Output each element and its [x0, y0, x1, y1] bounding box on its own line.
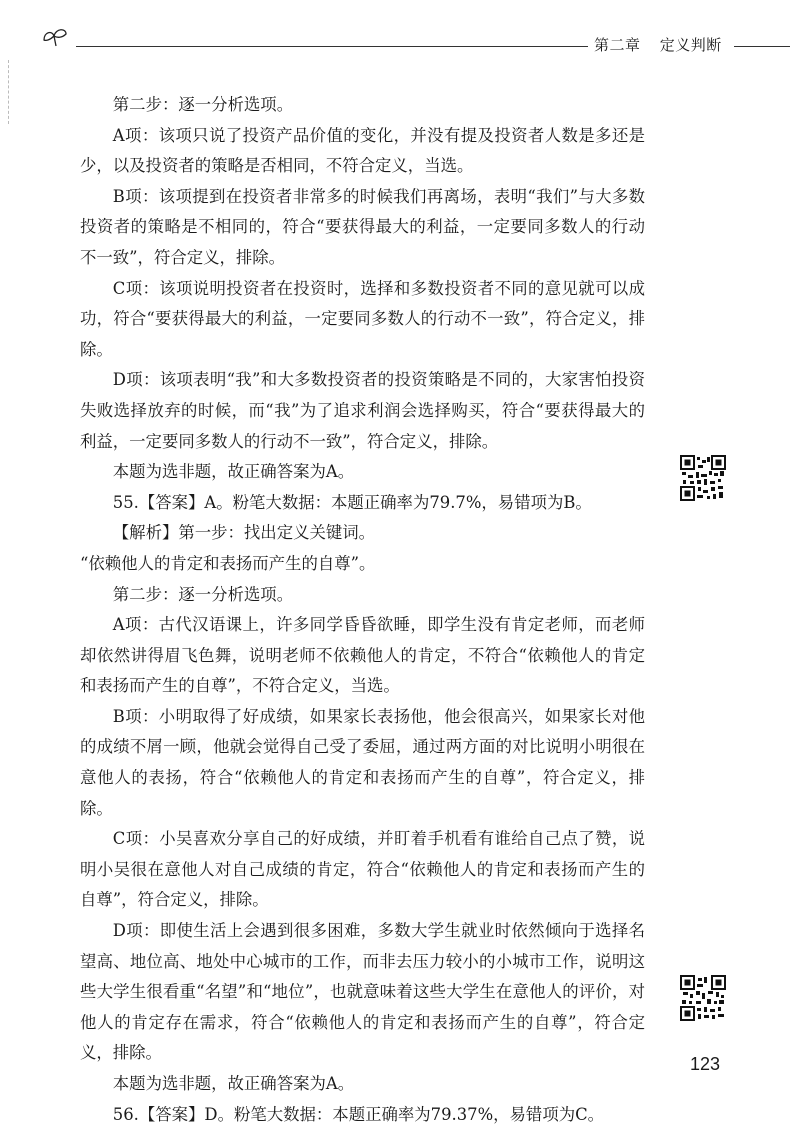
paragraph: 第二步：逐一分析选项。 [112, 584, 294, 604]
paragraph: 本题为选非题，故正确答案为A。 [112, 462, 355, 482]
paragraph: 本题为选非题，故正确答案为A。 [112, 1074, 355, 1093]
paragraph: D项：该项表明“我”和大多数投资者的投资策略是不同的，大家害怕投资失败选择放弃的时候，而“我”为了追求利润会选择购买，符合“要获得最大的利益，一定要同多数人的行动不一致”，符合定义，排除。 [80, 370, 645, 451]
paragraph: C项：小吴喜欢分享自己的好成绩，并盯着手机看有谁给自己点了赞，说明小吴很在意他人对自己成绩的肯定，符合“依赖他人的肯定和表扬而产生的自尊”，符合定义，排除。 [80, 829, 645, 910]
answer-line: 55.【答案】A。粉笔大数据：本题正确率为79.7%，易错项为B。 [112, 492, 592, 512]
header-rule-right [734, 46, 790, 47]
leaf-ornament-icon [40, 26, 72, 52]
paragraph: D项：即使生活上会遇到很多困难，多数大学生就业时依然倾向于选择名望高、地位高、地处中心城市的工作，而非去压力较小的小城市工作，说明这些大学生很看重“名望”和“地位”，也就意味着这些大学生在意他人的评价，对他人的肯定存在需求，符合“依赖他人的肯定和表扬而产生的自尊”，符合定义，排除。 [80, 921, 645, 1063]
page-number: 123 [690, 1054, 721, 1074]
section-label: 定义判断 [659, 36, 722, 54]
answer-line: 56.【答案】D。粉笔大数据：本题正确率为79.37%，易错项为C。 [112, 1104, 605, 1124]
page-header [0, 0, 800, 70]
paragraph: 第二步：逐一分析选项。 [112, 95, 294, 114]
paragraph: B项：该项提到在投资者非常多的时候我们再离场，表明“我们”与大多数投资者的策略是不相同的，符合“要获得最大的利益，一定要同多数人的行动不一致”，符合定义，排除。 [80, 186, 645, 267]
chapter-heading [594, 34, 722, 55]
paragraph: A项：古代汉语课上，许多同学昏昏欲睡，即学生没有肯定老师，而老师却依然讲得眉飞色舞，说明老师不依赖他人的肯定，不符合“依赖他人的肯定和表扬而产生的自尊”，不符合定义，当选。 [80, 615, 645, 696]
margin-mark [8, 60, 10, 124]
paragraph: B项：小明取得了好成绩，如果家长表扬他，他会很高兴，如果家长对他的成绩不屑一顾，他就会觉得自己受了委屈，通过两方面的对比说明小明很在意他人的表扬，符合“依赖他人的肯定和表扬而产生的自尊”，符合定义，排除。 [80, 706, 645, 818]
qr-code-icon[interactable] [680, 455, 726, 501]
definition-keyword: “依赖他人的肯定和表扬而产生的自尊”。 [80, 553, 376, 573]
analysis-line: 【解析】第一步：找出定义关键词。 [112, 523, 376, 543]
chapter-label: 第二章 [594, 36, 641, 54]
paragraph: C项：该项说明投资者在投资时，选择和多数投资者不同的意见就可以成功，符合“要获得最大的利益，一定要同多数人的行动不一致”，符合定义，排除。 [80, 278, 645, 359]
header-rule-left [76, 46, 588, 47]
qr-code-icon[interactable] [680, 975, 726, 1021]
paragraph: A项：该项只说了投资产品价值的变化，并没有提及投资者人数是多还是少，以及投资者的策略是否相同，不符合定义，当选。 [80, 125, 645, 176]
page-body [80, 90, 645, 1130]
